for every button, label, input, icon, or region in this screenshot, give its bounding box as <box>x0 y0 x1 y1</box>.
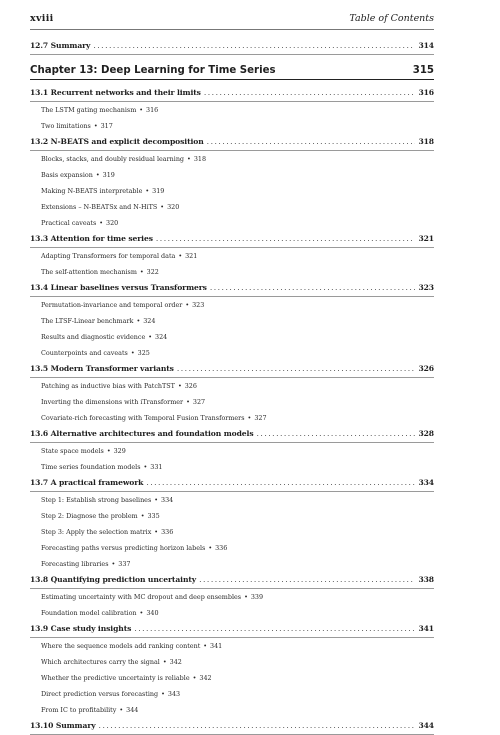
bullet-separator: • <box>208 544 213 552</box>
toc-subsection-page: 317 <box>100 122 113 130</box>
toc-subsection-title: Covariate-rich forecasting with Temporal Fusion Transformers <box>41 414 245 422</box>
toc-subsection-entry[interactable] <box>30 540 434 556</box>
toc-section-page: 316 <box>418 88 434 97</box>
running-title: Table of Contents <box>349 13 434 24</box>
bullet-separator: • <box>148 333 153 341</box>
toc-subsection-title: Inverting the dimensions with iTransformer <box>41 398 184 406</box>
toc-subsection-title: Step 3: Apply the selection matrix <box>41 528 152 536</box>
bullet-separator: • <box>130 349 135 357</box>
toc-subsection-title: Direct prediction versus forecasting <box>41 690 159 698</box>
toc-subsection-page: 323 <box>192 301 205 309</box>
bullet-separator: • <box>247 414 252 422</box>
toc-subsection-title: Whether the predictive uncertainty is reliable <box>41 674 190 682</box>
bullet-separator: • <box>139 106 144 114</box>
toc-subsection-entry[interactable] <box>30 524 434 540</box>
toc-subsection-page: 341 <box>210 642 223 650</box>
bullet-separator: • <box>106 447 111 455</box>
toc-subsection-entry[interactable] <box>30 345 434 361</box>
toc-subsection-title: Step 2: Diagnose the problem <box>41 512 138 520</box>
bullet-separator: • <box>93 122 98 130</box>
toc-subsection-page: 327 <box>192 398 206 406</box>
bullet-separator: • <box>136 317 141 325</box>
toc-chapter-page: 315 <box>412 65 434 76</box>
toc-subsection-page: 342 <box>199 674 212 682</box>
toc-subsection-entry[interactable] <box>30 410 434 426</box>
toc-subsection-entry[interactable] <box>30 508 434 524</box>
toc-subsection-entry[interactable] <box>30 183 434 199</box>
toc-chapter-title: Chapter 13: Deep Learning for Time Series <box>30 65 276 76</box>
toc-section-page: 326 <box>418 364 434 373</box>
toc-section-entry[interactable] <box>30 38 434 54</box>
toc-section-page: 323 <box>418 283 434 292</box>
toc-subsection-entry[interactable] <box>30 702 434 718</box>
toc-subsection-entry[interactable] <box>30 313 434 329</box>
toc-subsection-page: 319 <box>152 187 165 195</box>
toc-section-entry[interactable] <box>30 134 434 150</box>
toc-subsection-page: 339 <box>250 593 264 601</box>
toc-section-title: 13.10 Summary <box>30 721 96 730</box>
toc-subsection-title: Foundation model calibration <box>41 609 137 617</box>
bullet-separator: • <box>185 301 190 309</box>
toc-subsection-title: Forecasting paths versus predicting horizon labels <box>41 544 206 552</box>
toc-subsection-title: Making N-BEATS interpretable <box>41 187 143 195</box>
toc-subsection-entry[interactable] <box>30 686 434 702</box>
toc-section-page: 338 <box>418 575 434 584</box>
toc-section-entry[interactable] <box>30 718 434 734</box>
toc-section-entry[interactable] <box>30 280 434 296</box>
dot-leader <box>177 361 416 377</box>
page-folio: xviii <box>30 13 54 24</box>
toc-subsection-page: 344 <box>126 706 139 714</box>
bullet-separator: • <box>177 382 182 390</box>
toc-subsection-page: 322 <box>146 268 159 276</box>
toc-subsection-title: State space models <box>41 447 104 455</box>
toc-subsection-page: 318 <box>193 155 207 163</box>
toc-subsection-title: Patching as inductive bias with PatchTST <box>41 382 175 390</box>
toc-subsection-title: Basis expansion <box>41 171 93 179</box>
bullet-separator: • <box>139 268 144 276</box>
toc-section-title: 13.7 A practical framework <box>30 478 144 487</box>
toc-subsection-page: 337 <box>118 560 131 568</box>
bullet-separator: • <box>140 512 145 520</box>
toc-subsection-title: Forecasting libraries <box>41 560 109 568</box>
toc-subsection-page: 334 <box>161 496 174 504</box>
bullet-separator: • <box>143 463 148 471</box>
toc-subsection-title: The LSTM gating mechanism <box>41 106 137 114</box>
toc-subsection-entry[interactable] <box>30 248 434 264</box>
toc-section-page: 314 <box>418 41 434 50</box>
toc-subsection-entry[interactable] <box>30 199 434 215</box>
toc-section-title: 13.6 Alternative architectures and foundation models <box>30 429 254 438</box>
toc-section-entry[interactable] <box>30 621 434 637</box>
toc-subsection-title: The self-attention mechanism <box>41 268 137 276</box>
toc-subsection-title: Practical caveats <box>41 219 97 227</box>
toc-subsection-title: Which architectures carry the signal <box>41 658 160 666</box>
page-header <box>30 13 434 29</box>
toc-section-title: 12.7 Summary <box>30 41 91 50</box>
toc-subsection-entry[interactable] <box>30 589 434 605</box>
bullet-separator: • <box>154 496 159 504</box>
toc-subsection-entry[interactable] <box>30 605 434 621</box>
toc-section-entry[interactable] <box>30 85 434 101</box>
toc-subsection-title: Extensions – N-BEATSx and N-HiTS <box>41 203 158 211</box>
chapter-rule <box>30 79 434 80</box>
toc-subsection-entry[interactable] <box>30 167 434 183</box>
toc-section-entry[interactable] <box>30 426 434 442</box>
bullet-separator: • <box>95 171 100 179</box>
bullet-separator: • <box>111 560 116 568</box>
toc-subsection-title: Estimating uncertainty with MC dropout and deep ensembles <box>41 593 242 601</box>
toc-subsection-entry[interactable] <box>30 264 434 280</box>
bullet-separator: • <box>145 187 150 195</box>
toc-subsection-page: 331 <box>150 463 163 471</box>
toc-subsection-entry[interactable] <box>30 459 434 475</box>
toc-section-page: 334 <box>418 478 434 487</box>
bullet-separator: • <box>154 528 159 536</box>
table-of-contents <box>30 38 434 735</box>
toc-section-title: 13.5 Modern Transformer variants <box>30 364 174 373</box>
toc-subsection-title: Two limitations <box>41 122 91 130</box>
toc-subsection-title: Time series foundation models <box>41 463 141 471</box>
toc-section-entry[interactable] <box>30 475 434 491</box>
bullet-separator: • <box>186 398 190 406</box>
toc-subsection-entry[interactable] <box>30 297 434 313</box>
toc-subsection-title: Where the sequence models add ranking content <box>41 642 201 650</box>
toc-subsection-entry[interactable] <box>30 329 434 345</box>
toc-subsection-entry[interactable] <box>30 215 434 231</box>
toc-subsection-entry[interactable] <box>30 378 434 394</box>
toc-section-title: 13.9 Case study insights <box>30 624 132 633</box>
toc-subsection-entry[interactable] <box>30 556 434 572</box>
toc-subsection-entry[interactable] <box>30 492 434 508</box>
toc-section-page: 318 <box>418 137 434 146</box>
dot-leader <box>199 572 415 588</box>
bullet-separator: • <box>244 593 248 601</box>
dot-leader <box>210 280 416 296</box>
toc-subsection-entry[interactable] <box>30 151 434 167</box>
toc-subsection-page: 319 <box>102 171 115 179</box>
toc-subsection-entry[interactable] <box>30 394 434 410</box>
toc-subsection-page: 329 <box>113 447 126 455</box>
toc-subsection-page: 342 <box>169 658 182 666</box>
dot-leader <box>99 718 416 734</box>
toc-section-title: 13.1 Recurrent networks and their limits <box>30 88 201 97</box>
toc-section-page: 328 <box>418 429 434 438</box>
toc-section-page: 344 <box>418 721 434 730</box>
toc-subsection-entry[interactable] <box>30 654 434 670</box>
toc-section-title: 13.8 Quantifying prediction uncertainty <box>30 575 197 584</box>
toc-subsection-title: Blocks, stacks, and doubly residual learning <box>41 155 185 163</box>
toc-section-list <box>30 85 434 735</box>
dot-leader <box>134 621 415 637</box>
toc-subsection-page: 324 <box>143 317 156 325</box>
bullet-separator: • <box>99 219 104 227</box>
toc-subsection-entry[interactable] <box>30 443 434 459</box>
toc-subsection-page: 326 <box>184 382 197 390</box>
toc-section-title: 13.4 Linear baselines versus Transformers <box>30 283 207 292</box>
dot-leader <box>204 85 416 101</box>
toc-subsection-entry[interactable] <box>30 638 434 654</box>
bullet-separator: • <box>162 658 167 666</box>
dot-leader <box>207 134 416 150</box>
toc-subsection-title: Results and diagnostic evidence <box>41 333 146 341</box>
toc-subsection-page: 327 <box>254 414 267 422</box>
dot-leader <box>156 231 416 247</box>
toc-subsection-page: 335 <box>147 512 160 520</box>
toc-subsection-page: 336 <box>215 544 228 552</box>
toc-subsection-page: 340 <box>146 609 159 617</box>
toc-section-entry[interactable] <box>30 231 434 247</box>
toc-subsection-entry[interactable] <box>30 118 434 134</box>
toc-section-page: 321 <box>418 234 434 243</box>
toc-subsection-page: 324 <box>155 333 168 341</box>
bullet-separator: • <box>161 690 165 698</box>
toc-section-entry[interactable] <box>30 572 434 588</box>
dot-leader <box>257 426 416 442</box>
toc-subsection-page: 316 <box>146 106 159 114</box>
toc-section-title: 13.2 N-BEATS and explicit decomposition <box>30 137 204 146</box>
dot-leader <box>146 475 415 491</box>
toc-subsection-entry[interactable] <box>30 670 434 686</box>
toc-subsection-title: Adapting Transformers for temporal data <box>41 252 176 260</box>
toc-subsection-page: 321 <box>185 252 198 260</box>
toc-subsection-page: 343 <box>167 690 181 698</box>
toc-subsection-entry[interactable] <box>30 102 434 118</box>
dot-leader <box>93 38 415 54</box>
bullet-separator: • <box>178 252 183 260</box>
toc-section-title: 13.3 Attention for time series <box>30 234 153 243</box>
toc-chapter-entry[interactable] <box>30 63 434 79</box>
bullet-separator: • <box>187 155 191 163</box>
bullet-separator: • <box>160 203 165 211</box>
toc-subsection-page: 336 <box>161 528 174 536</box>
toc-subsection-page: 320 <box>167 203 180 211</box>
bullet-separator: • <box>139 609 144 617</box>
toc-subsection-title: From IC to profitability <box>41 706 117 714</box>
bullet-separator: • <box>192 674 197 682</box>
toc-subsection-page: 320 <box>106 219 119 227</box>
toc-subsection-title: Step 1: Establish strong baselines <box>41 496 152 504</box>
section-rule <box>30 54 434 55</box>
bullet-separator: • <box>203 642 208 650</box>
toc-section-entry[interactable] <box>30 361 434 377</box>
toc-section-page: 341 <box>418 624 434 633</box>
header-rule <box>30 29 434 30</box>
toc-subsection-title: Counterpoints and caveats <box>41 349 128 357</box>
toc-subsection-title: The LTSF-Linear benchmark <box>41 317 134 325</box>
toc-subsection-page: 325 <box>137 349 150 357</box>
toc-subsection-title: Permutation-invariance and temporal order <box>41 301 183 309</box>
bullet-separator: • <box>119 706 124 714</box>
